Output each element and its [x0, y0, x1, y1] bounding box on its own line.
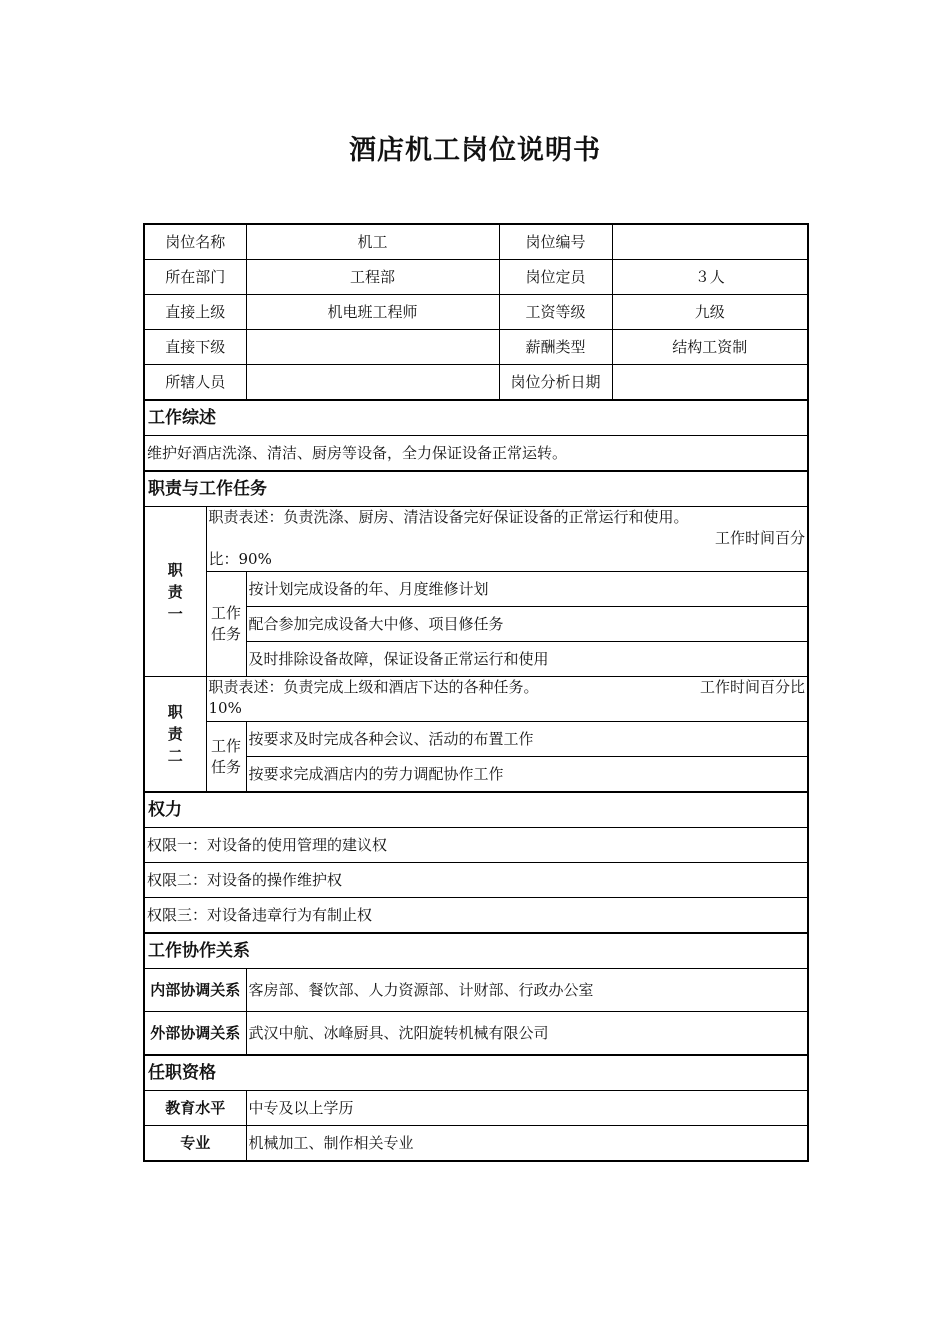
job-description-form	[143, 223, 807, 1162]
section-relations	[144, 933, 808, 969]
value-headcount: ３人	[612, 260, 808, 295]
duty2-desc-row	[144, 677, 808, 722]
duty1-label: 职 责 一	[144, 507, 206, 677]
section-power	[144, 792, 808, 828]
label-department: 所在部门	[144, 260, 246, 295]
internal-relation-row	[144, 969, 808, 1012]
education-value: 中专及以上学历	[246, 1091, 808, 1126]
power-row	[144, 898, 808, 934]
section-heading: 工作综述	[144, 400, 808, 436]
duty2-time-b: 10%	[208, 699, 242, 717]
section-duties	[144, 471, 808, 507]
label-staff: 所辖人员	[144, 365, 246, 401]
duty2-time-a: 工作时间百分比	[700, 678, 806, 696]
external-relation-value: 武汉中航、冰峰厨具、沈阳旋转机械有限公司	[246, 1012, 808, 1056]
section-heading: 权力	[144, 792, 808, 828]
value-position-name: 机工	[246, 224, 499, 260]
major-row	[144, 1126, 808, 1162]
basic-row	[144, 365, 808, 401]
value-supervisor: 机电班工程师	[246, 295, 499, 330]
summary-row	[144, 436, 808, 472]
value-department: 工程部	[246, 260, 499, 295]
education-row	[144, 1091, 808, 1126]
label-supervisor: 直接上级	[144, 295, 246, 330]
duty1-time-b: 比：90%	[208, 550, 272, 568]
basic-row	[144, 260, 808, 295]
duty2-task-row	[144, 722, 808, 757]
duty2-task: 按要求完成酒店内的劳力调配协作工作	[246, 757, 808, 793]
major-value: 机械加工、制作相关专业	[246, 1126, 808, 1162]
major-label: 专业	[144, 1126, 246, 1162]
duty1-task-label: 工作 任务	[206, 572, 246, 677]
section-heading: 任职资格	[144, 1055, 808, 1091]
basic-row	[144, 330, 808, 365]
power-item: 权限三：对设备违章行为有制止权	[144, 898, 808, 934]
label-salary-grade: 工资等级	[499, 295, 612, 330]
power-item: 权限一：对设备的使用管理的建议权	[144, 828, 808, 863]
value-pay-type: 结构工资制	[612, 330, 808, 365]
label-analysis-date: 岗位分析日期	[499, 365, 612, 401]
job-table	[143, 223, 809, 1162]
duty1-task: 及时排除设备故障，保证设备正常运行和使用	[246, 642, 808, 677]
external-relation-label: 外部协调关系	[144, 1012, 246, 1056]
value-staff	[246, 365, 499, 401]
education-label: 教育水平	[144, 1091, 246, 1126]
value-salary-grade: 九级	[612, 295, 808, 330]
duty2-task-label: 工作 任务	[206, 722, 246, 793]
label-position-name: 岗位名称	[144, 224, 246, 260]
power-row	[144, 863, 808, 898]
summary-text: 维护好酒店洗涤、清洁、厨房等设备，全力保证设备正常运转。	[144, 436, 808, 472]
duty2-task: 按要求及时完成各种会议、活动的布置工作	[246, 722, 808, 757]
label-position-number: 岗位编号	[499, 224, 612, 260]
section-summary	[144, 400, 808, 436]
value-position-number	[612, 224, 808, 260]
internal-relation-value: 客房部、餐饮部、人力资源部、计财部、行政办公室	[246, 969, 808, 1012]
duty1-description	[206, 507, 808, 572]
label-headcount: 岗位定员	[499, 260, 612, 295]
duty1-task: 配合参加完成设备大中修、项目修任务	[246, 607, 808, 642]
power-row	[144, 828, 808, 863]
value-analysis-date	[612, 365, 808, 401]
section-heading: 职责与工作任务	[144, 471, 808, 507]
duty2-desc-text: 职责表述：负责完成上级和酒店下达的各种任务。	[208, 678, 539, 696]
section-qualification	[144, 1055, 808, 1091]
external-relation-row	[144, 1012, 808, 1056]
section-heading: 工作协作关系	[144, 933, 808, 969]
value-subordinate	[246, 330, 499, 365]
label-subordinate: 直接下级	[144, 330, 246, 365]
duty1-task-row	[144, 572, 808, 607]
duty1-desc-row	[144, 507, 808, 572]
duty2-description	[206, 677, 808, 722]
duty1-task: 按计划完成设备的年、月度维修计划	[246, 572, 808, 607]
duty1-time-a: 工作时间百分	[715, 529, 806, 547]
duty2-label: 职 责 二	[144, 677, 206, 793]
basic-row	[144, 295, 808, 330]
document-title: 酒店机工岗位说明书	[349, 135, 601, 166]
power-item: 权限二：对设备的操作维护权	[144, 863, 808, 898]
basic-row	[144, 224, 808, 260]
duty1-desc-text: 职责表述：负责洗涤、厨房、清洁设备完好保证设备的正常运行和使用。	[208, 508, 689, 526]
label-pay-type: 薪酬类型	[499, 330, 612, 365]
internal-relation-label: 内部协调关系	[144, 969, 246, 1012]
